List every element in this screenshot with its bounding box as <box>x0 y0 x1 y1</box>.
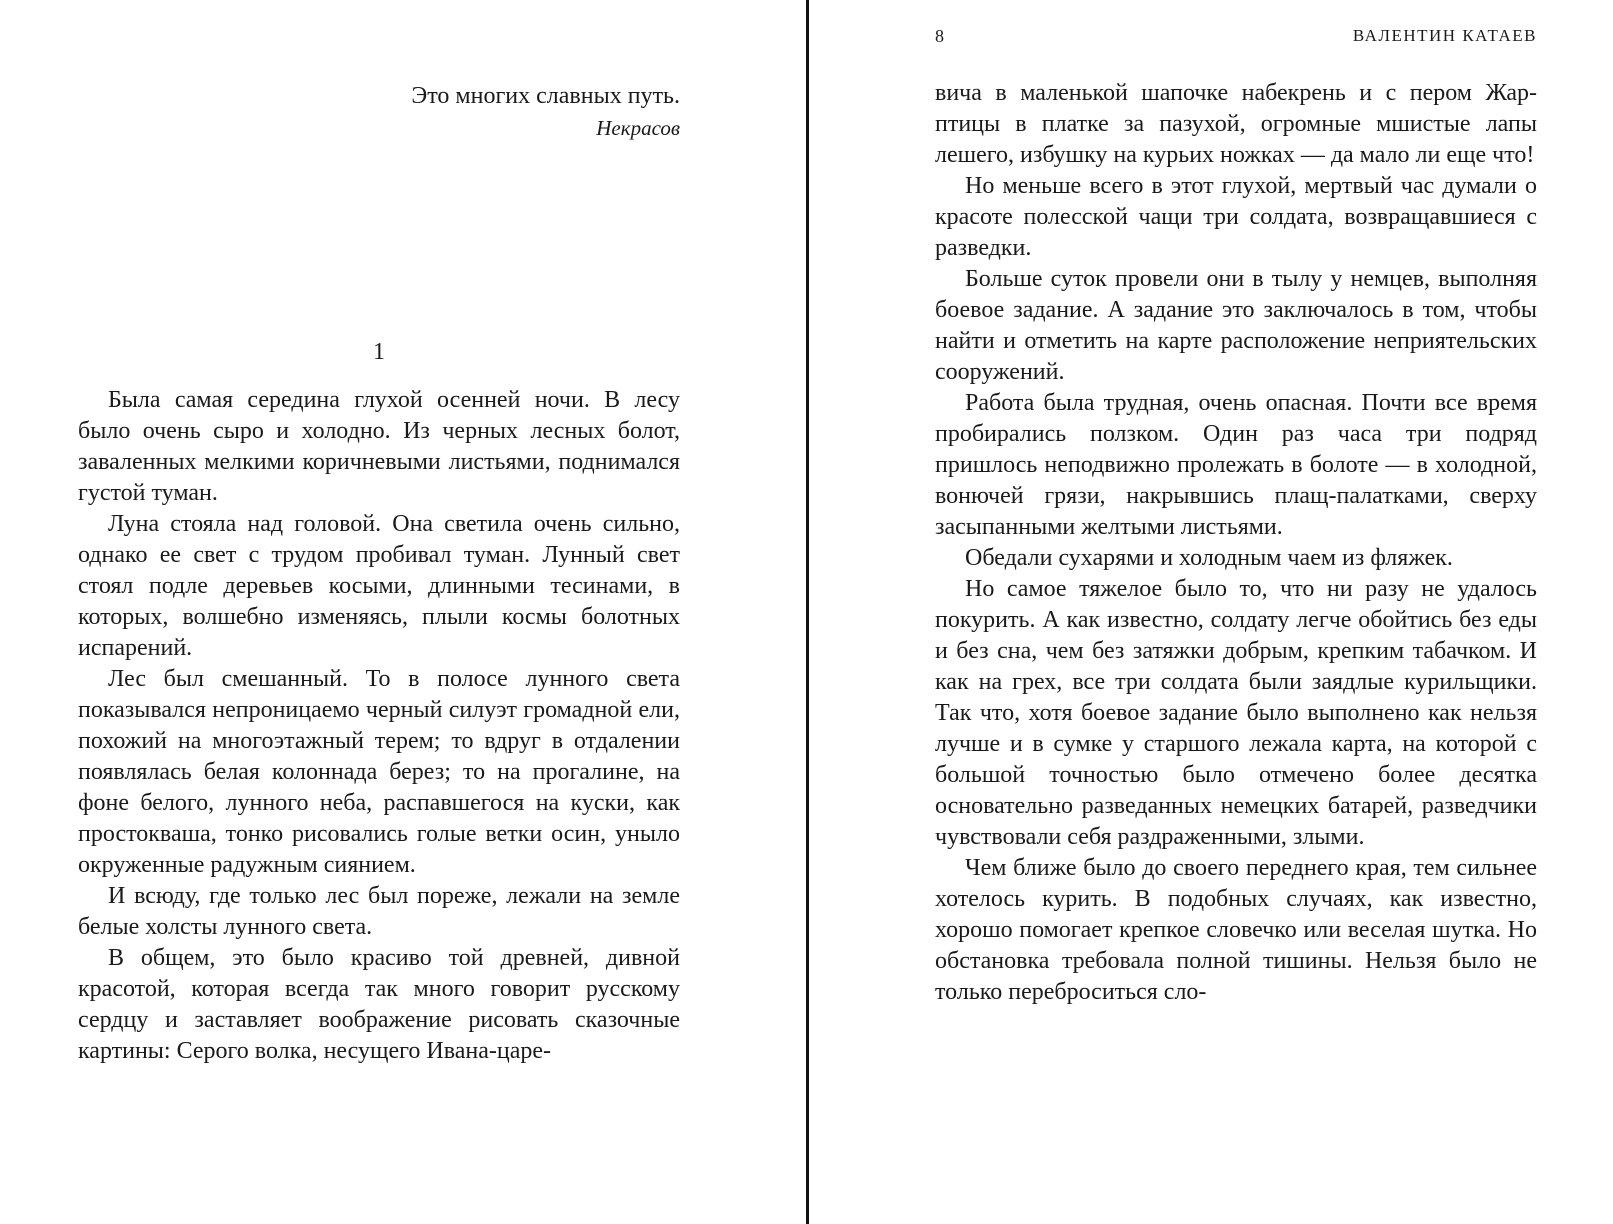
paragraph: Но самое тяжелое было то, что ни разу не удалось покурить. А как известно, солдату легче обойтись без еды и без сна, чем без затяжки добрым, крепким табачком. И как на грех, все три солдата были заядлые курильщики. Так что, хотя боевое задание было выполнено как нельзя лучше и в сумке у старшого лежала карта, на которой с большой точностью было отмечено более десятка основательно разведанных немецких батарей, разведчики чувствовали себя раздраженными, злыми. <box>935 576 1537 850</box>
running-head <box>935 22 1537 50</box>
paragraph: Работа была трудная, очень опасная. Почти все время пробирались ползком. Один раз часа три подряд пришлось неподвижно пролежать в болоте — в холодной, вонючей грязи, накрывшись плащ-палатками, сверху засыпанными желтыми листьями. <box>935 390 1537 540</box>
epigraph <box>411 80 680 144</box>
left-page <box>78 0 680 1224</box>
paragraph: Была самая середина глухой осенней ночи. В лесу было очень сыро и холодно. Из черных лесных болот, заваленных мелкими коричневыми листьями, поднимался густой туман. <box>78 387 680 506</box>
running-head-author: ВАЛЕНТИН КАТАЕВ <box>1352 26 1537 45</box>
paragraph: Больше суток провели они в тылу у немцев, выполняя боевое задание. А задание это заключалось в том, чтобы найти и отметить на карте расположение неприятельских сооружений. <box>935 266 1537 385</box>
right-page <box>935 0 1537 1224</box>
epigraph-author: Некрасов <box>596 116 680 140</box>
page-gutter-divider <box>806 0 809 1224</box>
paragraph: Но меньше всего в этот глухой, мертвый час думали о красоте полесской чащи три солдата, возвращавшиеся с разведки. <box>935 173 1537 261</box>
page-number: 8 <box>935 26 944 46</box>
paragraph: Обедали сухарями и холодным чаем из фляжек. <box>965 545 1453 571</box>
left-page-text <box>78 385 680 1067</box>
paragraph: Чем ближе было до своего переднего края, тем сильнее хотелось курить. В подобных случаях, как известно, хорошо помогает крепкое словечко или веселая шутка. Но обстановка требовала полной тишины. Нельзя было не только переброситься сло- <box>935 855 1537 1005</box>
epigraph-line: Это многих славных путь. <box>411 83 680 109</box>
paragraph: В общем, это было красиво той древней, дивной красотой, которая всегда так много говорит русскому сердцу и заставляет воображение рисовать сказочные картины: Серого волка, несущего Ивана-царе- <box>78 945 680 1064</box>
paragraph: Луна стояла над головой. Она светила очень сильно, однако ее свет с трудом пробивал туман. Лунный свет стоял подле деревьев косыми, длинными тесинами, в которых, волшебно изменяясь, плыли космы болотных испарений. <box>78 511 680 661</box>
paragraph-continuation: вича в маленькой шапочке набекрень и с пером Жар-птицы в платке за пазухой, огромные мшистые лапы лешего, избушку на курьих ножках — да мало ли еще что! <box>935 80 1537 168</box>
paragraph: И всюду, где только лес был пореже, лежали на земле белые холсты лунного света. <box>78 883 680 940</box>
right-page-text <box>935 78 1537 1008</box>
chapter-number: 1 <box>373 339 385 365</box>
paragraph: Лес был смешанный. То в полосе лунного света показывался непроницаемо черный силуэт громадной ели, похожий на многоэтажный терем; то вдруг в отдалении появлялась белая колоннада берез; то на прогалине, на фоне белого, лунного неба, распавшегося на куски, как простокваша, тонко рисовались голые ветки осин, уныло окруженные радужным сиянием. <box>78 666 680 878</box>
